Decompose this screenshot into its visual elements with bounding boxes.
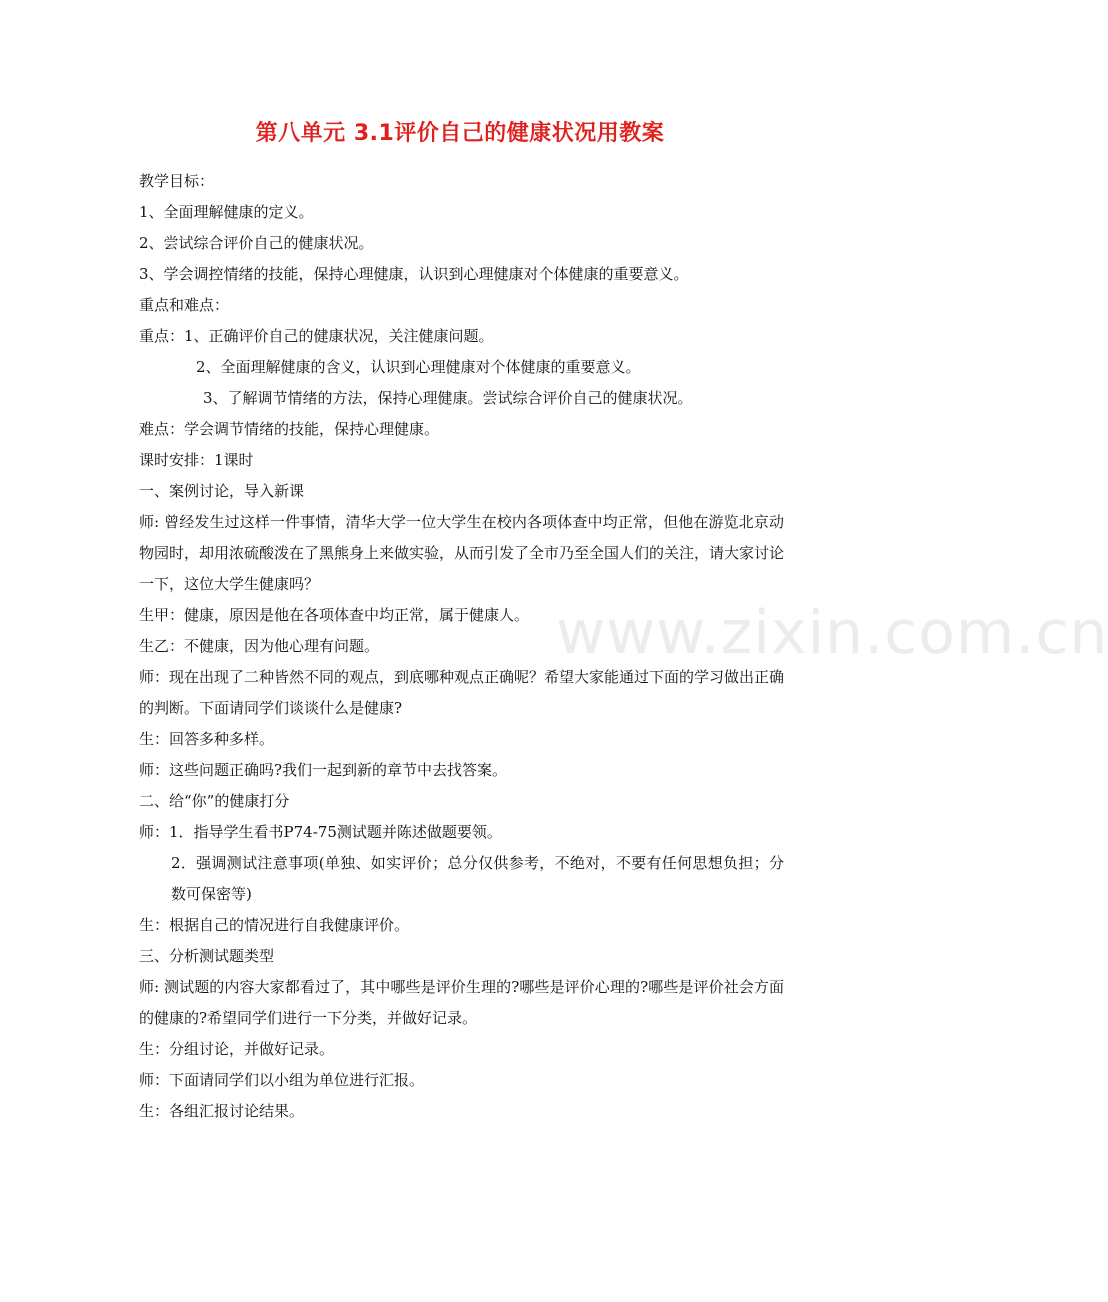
- key-point-item-3: 3、了解调节情绪的方法，保持心理健康。尝试综合评价自己的健康状况。: [203, 389, 693, 407]
- paragraph-teacher-analysis: 师: 测试题的内容大家都看过了，其中哪些是评价生理的?哪些是评价心理的?哪些是评价社会方面的健康的?希望同学们进行一下分类，并做好记录。: [139, 978, 784, 1027]
- section-heading-objectives: 教学目标：: [139, 172, 215, 190]
- paragraph-student-evaluate: 生：根据自己的情况进行自我健康评价。: [139, 916, 410, 934]
- section-heading-3: 三、分析测试题类型: [139, 947, 275, 965]
- section-heading-1: 一、案例讨论，导入新课: [139, 482, 305, 500]
- section-heading-2: 二、给“你”的健康打分: [139, 792, 290, 810]
- objective-item-3: 3、学会调控情绪的技能，保持心理健康，认识到心理健康对个体健康的重要意义。: [139, 265, 689, 283]
- paragraph-student-a: 生甲：健康，原因是他在各项体查中均正常，属于健康人。: [139, 606, 530, 624]
- paragraph-student-report: 生：各组汇报讨论结果。: [139, 1102, 305, 1120]
- paragraph-teacher-case: 师: 曾经发生过这样一件事情，清华大学一位大学生在校内各项体查中均正常，但他在游览北京动物园时，却用浓硫酸泼在了黑熊身上来做实验，从而引发了全市乃至全国人们的关注，请大家讨论一下，这位大学生健康吗？: [139, 513, 785, 593]
- paragraph-student-discuss: 生：分组讨论，并做好记录。: [139, 1040, 335, 1058]
- objective-item-2: 2、尝试综合评价自己的健康状况。: [139, 234, 374, 252]
- difficult-point: 难点：学会调节情绪的技能，保持心理健康。: [139, 420, 440, 438]
- paragraph-teacher-report: 师：下面请同学们以小组为单位进行汇报。: [139, 1071, 425, 1089]
- paragraph-student-b: 生乙：不健康，因为他心理有问题。: [139, 637, 380, 655]
- document-body: [139, 166, 784, 1127]
- key-point-item-1: 重点：1、正确评价自己的健康状况，关注健康问题。: [139, 327, 494, 345]
- key-point-item-2: 2、全面理解健康的含义，认识到心理健康对个体健康的重要意义。: [196, 358, 641, 376]
- paragraph-test-notes: 2．强调测试注意事项(单独、如实评价；总分仅供参考，不绝对，不要有任何思想负担；分数可保密等): [171, 854, 784, 903]
- document-title: 第八单元 3.1评价自己的健康状况用教案: [255, 121, 665, 146]
- paragraph-teacher-question: 师：这些问题正确吗?我们一起到新的章节中去找答案。: [139, 761, 508, 779]
- paragraph-teacher-views: 师：现在出现了二种皆然不同的观点，到底哪种观点正确呢？希望大家能通过下面的学习做出正确的判断。下面请同学们谈谈什么是健康?: [139, 668, 785, 717]
- paragraph-student-answer: 生：回答多种多样。: [139, 730, 275, 748]
- class-hours: 课时安排：1课时: [139, 451, 254, 469]
- paragraph-teacher-guide: 师：1．指导学生看书P74-75测试题并陈述做题要领。: [139, 823, 502, 841]
- section-heading-key-points: 重点和难点：: [139, 296, 230, 314]
- watermark: www.zixin.com.cn: [556, 598, 1108, 668]
- objective-item-1: 1、全面理解健康的定义。: [139, 203, 314, 221]
